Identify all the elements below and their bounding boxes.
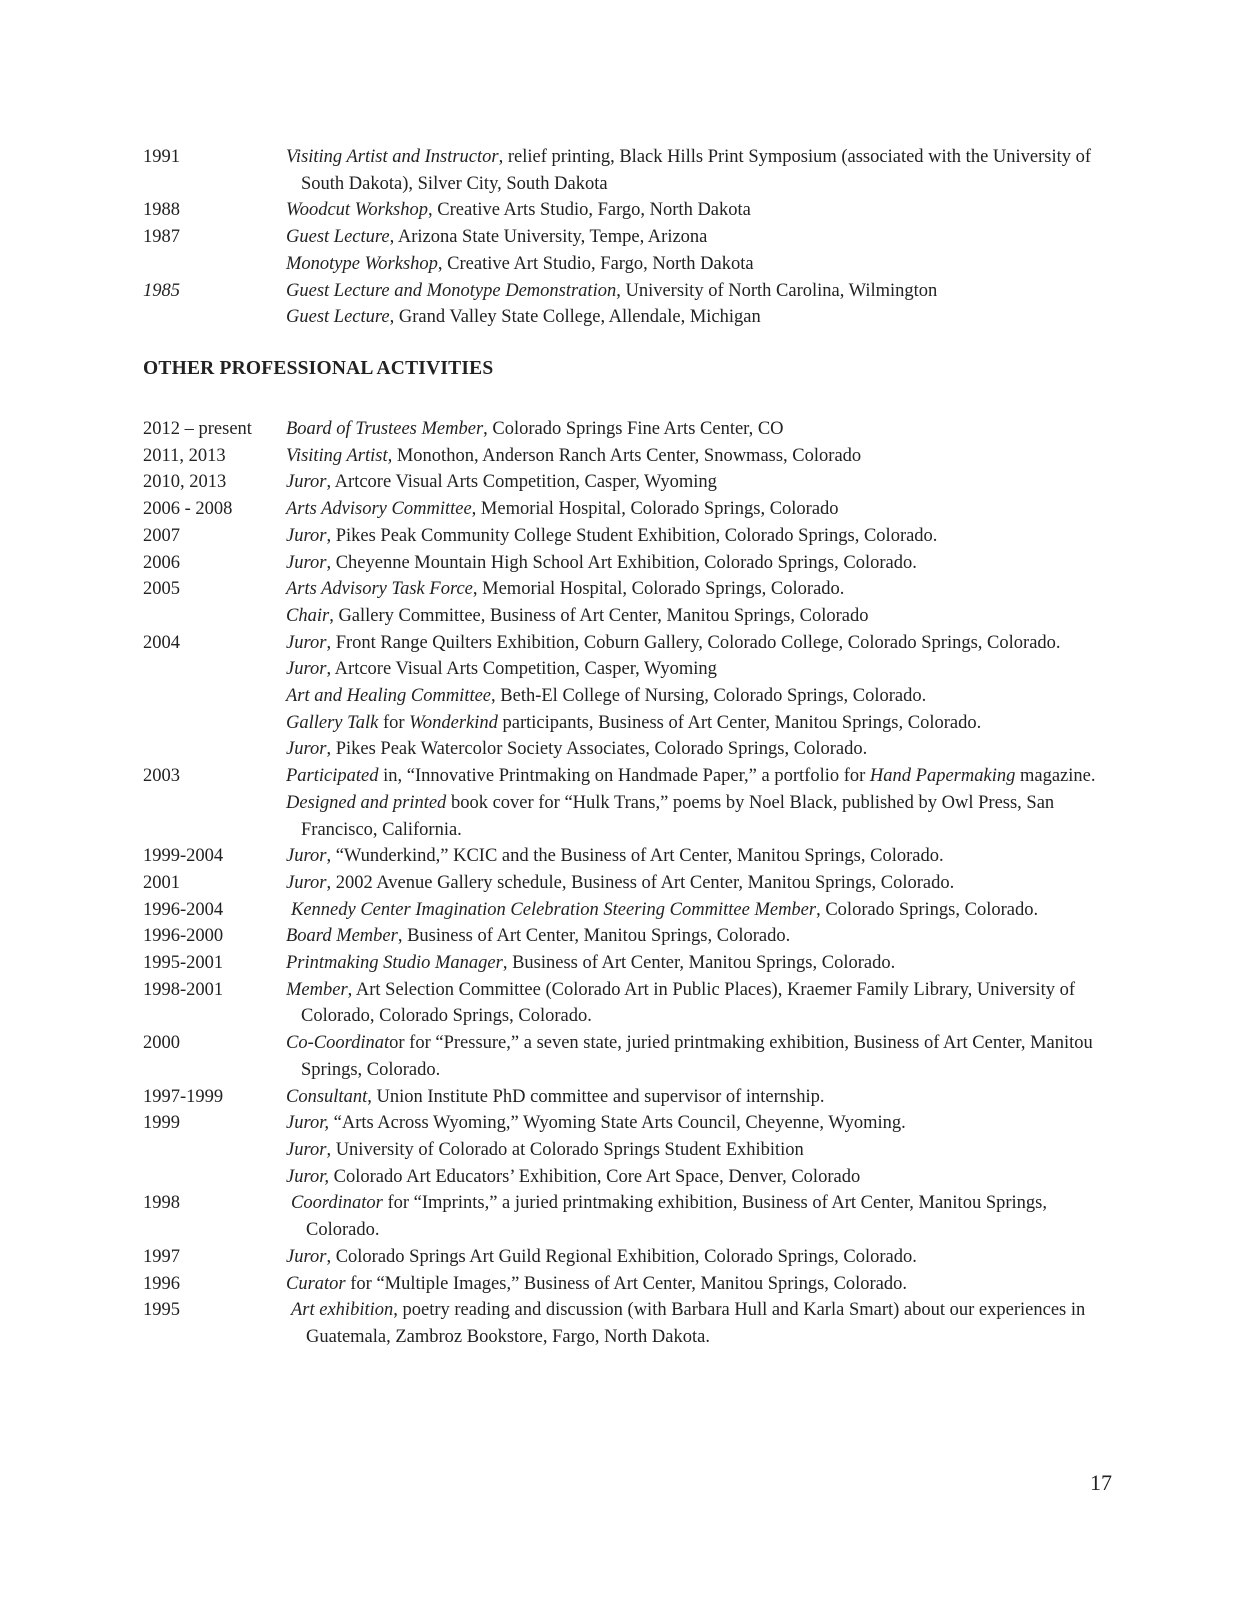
entry-row	[143, 416, 1123, 443]
entry-year: 2005	[143, 579, 180, 600]
entry-text: , Pikes Peak Watercolor Society Associates, Colorado Springs, Colorado.	[326, 739, 868, 760]
entry-row	[143, 1164, 1123, 1191]
entry-title: Member	[286, 979, 348, 1000]
entry-text: , 2002 Avenue Gallery schedule, Business of Art Center, Manitou Springs, Colorado.	[326, 872, 955, 893]
entry-description	[286, 523, 1123, 550]
entry-year: 2011, 2013	[143, 445, 226, 466]
entry-text: , Front Range Quilters Exhibition, Coburn Gallery, Colorado College, Colorado Springs, Colorado.	[326, 632, 1061, 653]
entry-year	[143, 603, 286, 630]
entry-text: “Arts Across Wyoming,” Wyoming State Arts Council, Cheyenne, Wyoming.	[329, 1113, 906, 1134]
entry-title: Juror	[286, 1139, 327, 1160]
entry-description	[286, 1137, 1123, 1164]
entry-description	[286, 278, 1123, 305]
entry-year	[143, 656, 286, 683]
entry-title: Juror	[286, 739, 327, 760]
entry-year: 1998-2001	[143, 979, 224, 1000]
entry-description	[286, 870, 1123, 897]
entry-row	[143, 950, 1123, 977]
entry-description	[286, 763, 1123, 790]
entry-year: 1999	[143, 1113, 180, 1134]
entry-year: 1991	[143, 147, 180, 167]
entry-text: , Beth-El College of Nursing, Colorado Springs, Colorado.	[491, 686, 927, 707]
entry-year	[143, 683, 286, 710]
entry-row	[143, 251, 1123, 278]
entry-text: , Art Selection Committee (Colorado Art in Public Places), Kraemer Family Library, University of Colorado, Colorado Springs, Colorado.	[301, 979, 1076, 1027]
entry-description	[286, 683, 1123, 710]
entry-row	[143, 304, 1123, 331]
entry-row	[143, 1271, 1123, 1298]
entry-title: Juror,	[286, 1166, 329, 1187]
entry-text: in, “Innovative Printmaking on Handmade Paper,” a portfolio for	[378, 766, 870, 787]
entry-text: , Memorial Hospital, Colorado Springs, Colorado	[471, 499, 839, 520]
entry-description	[286, 843, 1123, 870]
entry-description	[286, 736, 1123, 763]
entry-text: , Creative Arts Studio, Fargo, North Dakota	[428, 200, 751, 221]
entry-title: Coordinator	[291, 1193, 383, 1214]
entry-row	[143, 897, 1123, 924]
entry-title: Visiting Artist and Instructor	[286, 147, 499, 167]
entry-text: for “Multiple Images,” Business of Art Center, Manitou Springs, Colorado.	[345, 1273, 908, 1294]
entry-title: Juror,	[286, 1113, 329, 1134]
entry-row	[143, 523, 1123, 550]
entry-row	[143, 1084, 1123, 1111]
entry-text: , Colorado Springs, Colorado.	[816, 899, 1039, 920]
entry-title: Board of Trustees Member	[286, 419, 484, 439]
entry-year	[143, 710, 286, 737]
entry-year	[143, 790, 286, 843]
entry-row	[143, 224, 1123, 251]
entry-text: , Gallery Committee, Business of Art Center, Manitou Springs, Colorado	[329, 605, 869, 626]
entry-description	[286, 443, 1123, 470]
entry-text: participants, Business of Art Center, Manitou Springs, Colorado.	[497, 712, 982, 733]
entry-title: Guest Lecture	[286, 227, 390, 248]
entry-text: , Memorial Hospital, Colorado Springs, Colorado.	[472, 579, 845, 600]
entry-description	[286, 603, 1123, 630]
entry-year	[143, 1164, 286, 1191]
entry-title: Juror	[286, 1246, 327, 1267]
entry-text: for	[378, 712, 410, 733]
entry-description	[286, 496, 1123, 523]
entry-description	[286, 790, 1123, 843]
entry-title: Consultant	[286, 1086, 368, 1107]
entry-row	[143, 144, 1123, 197]
entry-description	[286, 144, 1123, 197]
entry-year: 2007	[143, 525, 180, 546]
entry-row	[143, 710, 1123, 737]
entry-title: Chair	[286, 605, 330, 626]
entry-row	[143, 1030, 1123, 1083]
entry-year: 2010, 2013	[143, 472, 227, 493]
entry-title: Participated	[286, 766, 379, 787]
entry-year	[143, 736, 286, 763]
entry-text: , Business of Art Center, Manitou Springs, Colorado.	[397, 926, 791, 947]
entry-row	[143, 923, 1123, 950]
entry-text: magazine.	[1015, 766, 1096, 787]
entry-row	[143, 630, 1123, 657]
entry-year	[143, 304, 286, 331]
entry-text: , Colorado Springs Fine Arts Center, CO	[483, 419, 784, 439]
entry-title: Art exhibition	[291, 1300, 394, 1321]
entry-year: 2004	[143, 632, 180, 653]
entry-text: , Artcore Visual Arts Competition, Casper, Wyoming	[326, 472, 717, 493]
entry-text: , Union Institute PhD committee and supervisor of internship.	[367, 1086, 825, 1107]
entry-text: for “Imprints,” a juried printmaking exhibition, Business of Art Center, Manitou Springs, Colorado.	[306, 1193, 1047, 1241]
entry-year	[143, 1137, 286, 1164]
entry-text: , Creative Art Studio, Fargo, North Dakota	[437, 253, 754, 274]
entry-text: , Arizona State University, Tempe, Arizona	[389, 227, 708, 248]
entry-text: , University of North Carolina, Wilmington	[616, 280, 938, 301]
teaching-entries	[143, 144, 1123, 331]
entry-description	[286, 416, 1123, 443]
entry-text: book cover for “Hulk Trans,” poems by Noel Black, published by Owl Press, San Francisco, California.	[301, 792, 1055, 840]
entry-description	[286, 977, 1123, 1030]
entry-year: 1996-2004	[143, 899, 224, 920]
entry-year: 2000	[143, 1033, 180, 1054]
entry-title: Printmaking Studio Manager	[286, 953, 503, 974]
entry-year: 1996	[143, 1273, 180, 1294]
entry-title: Woodcut Workshop	[286, 200, 429, 221]
entry-text: , Business of Art Center, Manitou Springs, Colorado.	[502, 953, 896, 974]
entry-title: Arts Advisory Task Force	[286, 579, 473, 600]
entry-title: Guest Lecture	[286, 307, 390, 328]
entry-year: 1997	[143, 1246, 180, 1267]
entry-description	[286, 469, 1123, 496]
entry-title: Juror	[286, 552, 327, 573]
entry-title: Guest Lecture and Monotype Demonstration	[286, 280, 617, 301]
entry-text: , Pikes Peak Community College Student Exhibition, Colorado Springs, Colorado.	[326, 525, 938, 546]
entry-row	[143, 278, 1123, 305]
entry-year: 1995	[143, 1300, 180, 1321]
entry-title: Board Member	[286, 926, 398, 947]
entry-description	[286, 1190, 1123, 1243]
entry-text: , “Wunderkind,” KCIC and the Business of Art Center, Manitou Springs, Colorado.	[326, 846, 944, 867]
entry-year: 1998	[143, 1193, 180, 1214]
entry-year: 1985	[143, 280, 180, 301]
entry-year: 2012 – present	[143, 419, 252, 439]
entry-row	[143, 977, 1123, 1030]
entry-title: Juror	[286, 846, 327, 867]
entry-title: Wonderkind	[409, 712, 498, 733]
entry-title: Juror	[286, 472, 327, 493]
entry-description	[286, 304, 1123, 331]
entry-year: 2006	[143, 552, 180, 573]
entry-description	[286, 1084, 1123, 1111]
entry-description	[286, 897, 1123, 924]
entry-row	[143, 603, 1123, 630]
entry-year: 2006 - 2008	[143, 499, 233, 520]
entry-row	[143, 197, 1123, 224]
entry-row	[143, 443, 1123, 470]
entry-description	[286, 1110, 1123, 1137]
entry-title: Visiting Artist,	[286, 445, 393, 466]
entry-row	[143, 763, 1123, 790]
entry-text: , Cheyenne Mountain High School Art Exhibition, Colorado Springs, Colorado.	[326, 552, 917, 573]
entry-description	[286, 950, 1123, 977]
entry-text: Colorado Art Educators’ Exhibition, Core Art Space, Denver, Colorado	[329, 1166, 861, 1187]
entry-title: Designed and printed	[286, 792, 447, 813]
entry-text: Monothon, Anderson Ranch Arts Center, Snowmass, Colorado	[392, 445, 862, 466]
entry-description	[286, 251, 1123, 278]
entry-year: 1997-1999	[143, 1086, 224, 1107]
entry-text: , poetry reading and discussion (with Barbara Hull and Karla Smart) about our experiences in Guatemala, Zambroz Bookstore, Fargo, North Dakota.	[306, 1300, 1086, 1347]
entry-title: Juror	[286, 872, 327, 893]
entry-text: , Colorado Springs Art Guild Regional Exhibition, Colorado Springs, Colorado.	[326, 1246, 917, 1267]
entry-text: , Artcore Visual Arts Competition, Casper, Wyoming	[326, 659, 717, 680]
entry-description	[286, 1271, 1123, 1298]
entry-title: Arts Advisory Committee	[286, 499, 472, 520]
entry-title: Co-Coordinat	[286, 1033, 390, 1054]
entry-description	[286, 630, 1123, 657]
entry-year: 1988	[143, 200, 180, 221]
entry-title: Juror	[286, 525, 327, 546]
entry-text: or for “Pressure,” a seven state, juried printmaking exhibition, Business of Art Center, Manitou Springs, Colorado.	[301, 1033, 1093, 1080]
entry-year: 2003	[143, 766, 180, 787]
section-heading: OTHER PROFESSIONAL ACTIVITIES	[143, 358, 494, 379]
entry-description	[286, 656, 1123, 683]
entry-year: 1996-2000	[143, 926, 224, 947]
activity-entries	[143, 416, 1123, 1351]
entry-row	[143, 1190, 1123, 1243]
entry-text: , University of Colorado at Colorado Springs Student Exhibition	[326, 1139, 804, 1160]
entry-text: , relief printing, Black Hills Print Symposium (associated with the University of South Dakota), Silver City, South Dakota	[301, 147, 1092, 194]
entry-title: Juror	[286, 632, 327, 653]
entry-description	[286, 1297, 1123, 1350]
entry-row	[143, 576, 1123, 603]
entry-description	[286, 1164, 1123, 1191]
entry-year: 1999-2004	[143, 846, 224, 867]
entry-row	[143, 1110, 1123, 1137]
entry-title: Gallery Talk	[286, 712, 379, 733]
entry-description	[286, 923, 1123, 950]
entry-year	[143, 251, 286, 278]
entry-description	[286, 576, 1123, 603]
entry-year: 2001	[143, 872, 180, 893]
entry-row	[143, 790, 1123, 843]
entry-text: , Grand Valley State College, Allendale, Michigan	[389, 307, 761, 328]
entry-title: Monotype Workshop	[286, 253, 438, 274]
entry-row	[143, 656, 1123, 683]
entry-title: Juror	[286, 659, 327, 680]
entry-title: Hand Papermaking	[869, 766, 1016, 787]
entry-description	[286, 224, 1123, 251]
entry-description	[286, 197, 1123, 224]
entry-row	[143, 1244, 1123, 1271]
entry-row	[143, 496, 1123, 523]
entry-row	[143, 1297, 1123, 1350]
entry-row	[143, 736, 1123, 763]
entry-title: Curator	[286, 1273, 346, 1294]
page-number: 17	[1090, 1470, 1112, 1495]
entry-description	[286, 550, 1123, 577]
entry-year: 1995-2001	[143, 953, 224, 974]
entry-row	[143, 550, 1123, 577]
entry-row	[143, 1137, 1123, 1164]
entry-row	[143, 843, 1123, 870]
entry-row	[143, 870, 1123, 897]
entry-description	[286, 1244, 1123, 1271]
entry-row	[143, 683, 1123, 710]
entry-description	[286, 1030, 1123, 1083]
entry-description	[286, 710, 1123, 737]
entry-title: Art and Healing Committee	[286, 686, 492, 707]
entry-title: Kennedy Center Imagination Celebration Steering Committee Member	[291, 899, 817, 920]
entry-year: 1987	[143, 227, 180, 248]
entry-row	[143, 469, 1123, 496]
